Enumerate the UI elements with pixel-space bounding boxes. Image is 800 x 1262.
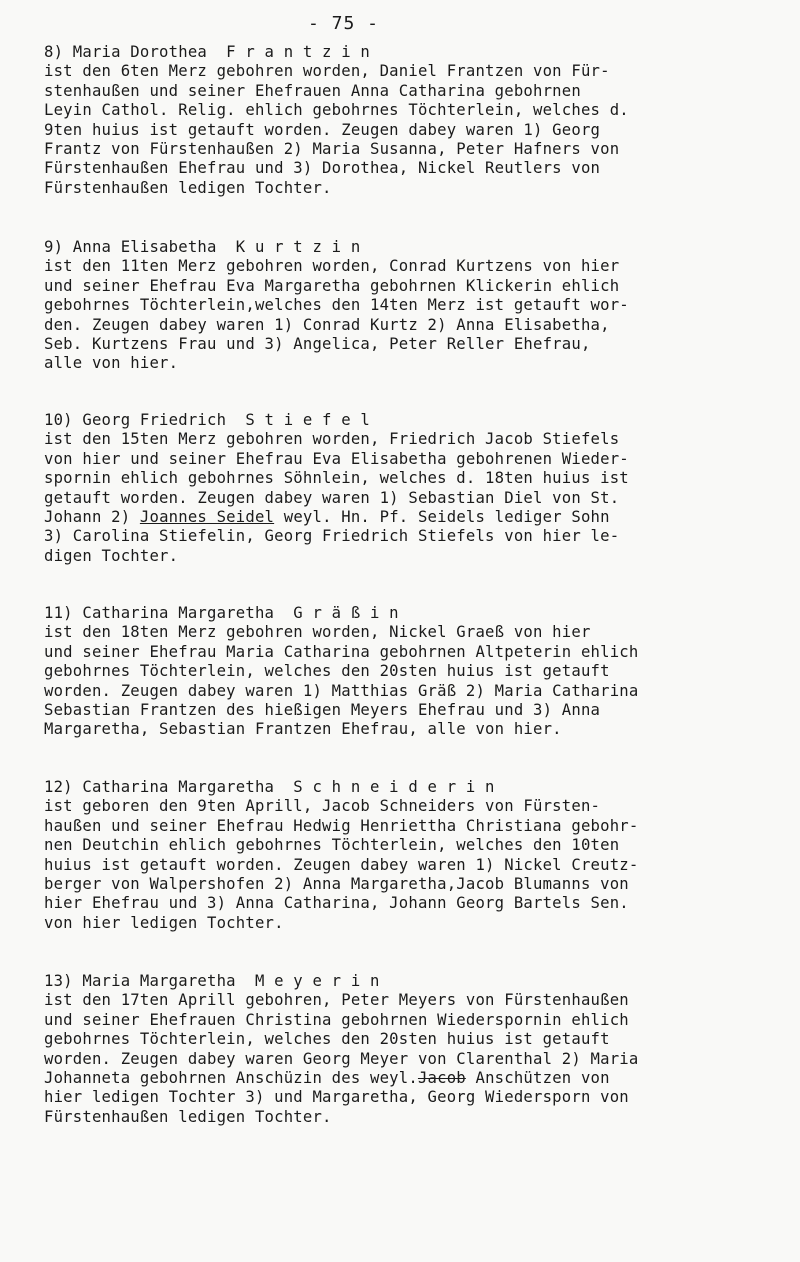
entry-line: alle von hier. [44, 354, 179, 373]
line-segment: Anschützen von [465, 1069, 610, 1088]
entry-line: gebohrnes Töchterlein, welches den 20sten huius ist getauft [44, 662, 610, 681]
entry-heading: 11) Catharina Margaretha G r ä ß i n [44, 604, 399, 622]
entry-line: hier ledigen Tochter 3) und Margaretha, Georg Wiedersporn von [44, 1088, 629, 1107]
entry-line: Sebastian Frantzen des hießigen Meyers Ehefrau und 3) Anna [44, 701, 601, 720]
entry-line: ist den 18ten Merz gebohren worden, Nickel Graeß von hier [44, 623, 591, 642]
entry-line: und seiner Ehefrau Eva Margaretha gebohrnen Klickerin ehlich [44, 276, 620, 295]
baptism-entry-12 [44, 778, 796, 933]
struck-through-word: Jacob [417, 1069, 466, 1088]
entry-line [44, 1069, 796, 1088]
entry-line: Leyin Cathol. Relig. ehlich gebohrnes Töchterlein, welches d. [44, 101, 629, 120]
entry-line: ist den 15ten Merz gebohren worden, Friedrich Jacob Stiefels [44, 430, 620, 449]
entry-line: nen Deutchin ehlich gebohrnes Töchterlein, welches den 10ten [44, 836, 620, 855]
entry-line: ist geboren den 9ten Aprill, Jacob Schneiders von Fürsten- [44, 797, 601, 816]
entry-line: und seiner Ehefrauen Christina gebohrnen Wiederspornin ehlich [44, 1010, 629, 1029]
entry-line: berger von Walpershofen 2) Anna Margaretha,Jacob Blumanns von [44, 875, 629, 894]
entry-line: Margaretha, Sebastian Frantzen Ehefrau, alle von hier. [44, 720, 562, 739]
underlined-name: Joannes Seidel [139, 508, 275, 527]
entry-line: digen Tochter. [44, 546, 179, 565]
line-segment: Johanneta gebohrnen Anschüzin des weyl. [44, 1069, 418, 1088]
line-segment: Johann 2) [44, 508, 140, 527]
page-number: - 75 - [308, 13, 380, 34]
entry-line: Fürstenhaußen ledigen Tochter. [44, 178, 332, 197]
entry-line: gebohrnes Töchterlein, welches den 20sten huius ist getauft [44, 1030, 610, 1049]
line-segment: weyl. Hn. Pf. Seidels lediger Sohn [274, 508, 610, 527]
entry-heading: 8) Maria Dorothea F r a n t z i n [44, 43, 370, 61]
entry-line: stenhaußen und seiner Ehefrauen Anna Catharina gebohrnen [44, 81, 581, 100]
entry-line: den. Zeugen dabey waren 1) Conrad Kurtz 2) Anna Elisabetha, [44, 315, 610, 334]
entry-line: ist den 6ten Merz gebohren worden, Daniel Frantzen von Für- [44, 62, 610, 81]
entry-line: Frantz von Fürstenhaußen 2) Maria Susanna, Peter Hafners von [44, 140, 620, 159]
baptism-entry-11 [44, 604, 796, 740]
entry-heading: 9) Anna Elisabetha K u r t z i n [44, 238, 361, 256]
entry-line: und seiner Ehefrau Maria Catharina gebohrnen Altpeterin ehlich [44, 642, 639, 661]
entry-line: 3) Carolina Stiefelin, Georg Friedrich Stiefels von hier le- [44, 527, 620, 546]
entry-line: hier Ehefrau und 3) Anna Catharina, Johann Georg Bartels Sen. [44, 894, 629, 913]
entry-line: huius ist getauft worden. Zeugen dabey waren 1) Nickel Creutz- [44, 855, 639, 874]
baptism-entry-13 [44, 972, 796, 1127]
baptism-entry-8 [44, 43, 796, 198]
entry-line: Seb. Kurtzens Frau und 3) Angelica, Peter Reller Ehefrau, [44, 335, 591, 354]
entry-heading: 12) Catharina Margaretha S c h n e i d e r i n [44, 778, 495, 796]
entry-line: getauft worden. Zeugen dabey waren 1) Sebastian Diel von St. [44, 488, 620, 507]
entry-line: worden. Zeugen dabey waren 1) Matthias Gräß 2) Maria Catharina [44, 681, 639, 700]
entry-line: Fürstenhaußen ledigen Tochter. [44, 1107, 332, 1126]
entry-line: spornin ehlich gebohrnes Söhnlein, welches d. 18ten huius ist [44, 469, 629, 488]
entry-line: von hier und seiner Ehefrau Eva Elisabetha gebohrenen Wieder- [44, 449, 629, 468]
entry-line: 9ten huius ist getauft worden. Zeugen dabey waren 1) Georg [44, 120, 601, 139]
entry-line: worden. Zeugen dabey waren Georg Meyer von Clarenthal 2) Maria [44, 1049, 639, 1068]
entry-line: ist den 11ten Merz gebohren worden, Conrad Kurtzens von hier [44, 257, 620, 276]
entry-line: gebohrnes Töchterlein,welches den 14ten Merz ist getauft wor- [44, 296, 629, 315]
entry-heading: 13) Maria Margaretha M e y e r i n [44, 972, 380, 990]
entry-line: ist den 17ten Aprill gebohren, Peter Meyers von Fürstenhaußen [44, 991, 629, 1010]
entry-line [44, 508, 796, 527]
entry-line: haußen und seiner Ehefrau Hedwig Henriettha Christiana gebohr- [44, 816, 639, 835]
entry-heading: 10) Georg Friedrich S t i e f e l [44, 411, 370, 429]
entry-line: von hier ledigen Tochter. [44, 913, 284, 932]
baptism-entry-9 [44, 238, 796, 374]
entry-line: Fürstenhaußen Ehefrau und 3) Dorothea, Nickel Reutlers von [44, 159, 601, 178]
baptism-entry-10 [44, 411, 796, 566]
